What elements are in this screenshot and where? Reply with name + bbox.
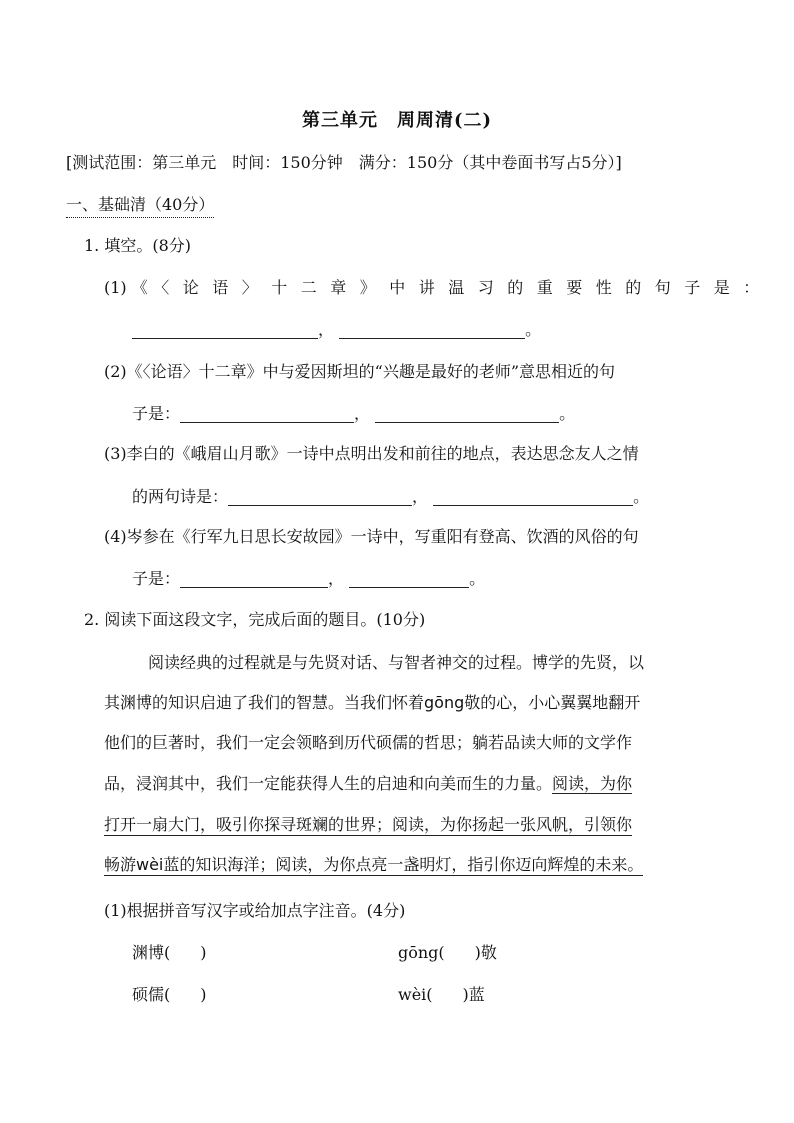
q1-part2-prefix: 子是：: [132, 404, 181, 423]
passage-line-3: 他们的巨著时，我们一定会领略到历代硕儒的哲思；躺若品读大师的文学作: [104, 733, 633, 752]
word-text: 渊博(: [132, 943, 171, 962]
q1-part3-text: 李白的《峨眉山月歌》一诗中点明出发和前往的地点，表达思念友人之情: [126, 444, 639, 463]
comma: ，: [412, 487, 429, 506]
question-1-stem: 1. 填空。(8分): [84, 236, 192, 255]
test-scope-info: [测试范围：第三单元 时间：150分钟 满分：150分（其中卷面书写占5分）]: [66, 153, 622, 172]
word-item: [398, 940, 497, 963]
q1-part2-line2: [132, 401, 575, 424]
answer-blank[interactable]: [180, 569, 328, 588]
comma: ，: [318, 320, 335, 339]
q1-part4-label: (4): [104, 527, 127, 546]
word-text: wèi(: [398, 985, 433, 1004]
passage-line-6: 畅游wèi蓝的知识海洋；阅读，为你点亮一盏明灯，指引你迈向辉煌的未来。: [104, 852, 643, 876]
period: 。: [633, 487, 650, 506]
q1-part4-prefix: 子是：: [132, 569, 181, 588]
passage-line-2: 其渊博的知识启迪了我们的智慧。当我们怀着gōng敬的心，小心翼翼地翻开: [104, 693, 641, 712]
passage-line-4: [104, 771, 632, 794]
comma: ，: [354, 404, 371, 423]
close-paren: ): [200, 985, 207, 1004]
answer-blank[interactable]: [228, 487, 412, 506]
q1-part1-text: 《〈论语〉十二章》中讲温习的重要性的句子是：: [131, 278, 773, 297]
close-paren: )蓝: [462, 985, 485, 1004]
period: 。: [525, 320, 542, 339]
answer-blank[interactable]: [349, 569, 469, 588]
q2-sub1-stem: (1)根据拼音写汉字或给加点字注音。(4分): [104, 901, 406, 920]
passage-line-1: 阅读经典的过程就是与先贤对话、与智者神交的过程。博学的先贤，以: [132, 653, 645, 672]
answer-blank[interactable]: [339, 320, 525, 339]
word-item: [132, 940, 207, 963]
q1-part3-line2: [132, 484, 649, 507]
passage-line-5: 打开一扇大门，吸引你探寻斑斓的世界；阅读，为你扬起一张风帆，引领你: [104, 812, 632, 836]
period: 。: [559, 404, 576, 423]
q1-part3-prefix: 的两句诗是：: [132, 487, 229, 506]
question-2-stem: 2. 阅读下面这段文字，完成后面的题目。(10分): [84, 610, 426, 629]
word-item: [132, 982, 207, 1005]
q1-part4-line2: [132, 566, 485, 589]
word-item: [398, 982, 485, 1005]
period: 。: [469, 569, 486, 588]
q1-part4-text: 岑参在《行军九日思长安故园》一诗中，写重阳有登高、饮酒的风俗的句: [126, 527, 639, 546]
word-text: 硕儒(: [132, 985, 171, 1004]
q1-part2-text: 《〈论语〉十二章》中与爱因斯坦的“兴趣是最好的老师”意思相近的句: [126, 362, 616, 381]
word-text: gōng(: [398, 943, 445, 962]
close-paren: ): [200, 943, 207, 962]
answer-blank[interactable]: [132, 320, 318, 339]
q1-part1-line1: [104, 275, 773, 298]
q1-part4-line1: [104, 524, 639, 547]
answer-blank[interactable]: [375, 404, 559, 423]
q1-part1-answer-line: [132, 317, 541, 340]
q1-part2-label: (2): [104, 362, 127, 381]
q1-part2-line1: [104, 359, 615, 382]
comma: ，: [328, 569, 345, 588]
q1-part1-label: (1): [104, 278, 127, 297]
underlined-text: 阅读，为你: [552, 774, 633, 793]
passage-text: 品，浸润其中，我们一定能获得人生的启迪和向美而生的力量。: [104, 774, 553, 793]
q1-part3-label: (3): [104, 444, 127, 463]
section-title: 一、基础清（40分）: [66, 192, 214, 218]
page-title: 第三单元 周周清(二): [301, 110, 493, 131]
close-paren: )敬: [474, 943, 497, 962]
answer-blank[interactable]: [433, 487, 633, 506]
q1-part3-line1: [104, 441, 639, 464]
answer-blank[interactable]: [180, 404, 354, 423]
